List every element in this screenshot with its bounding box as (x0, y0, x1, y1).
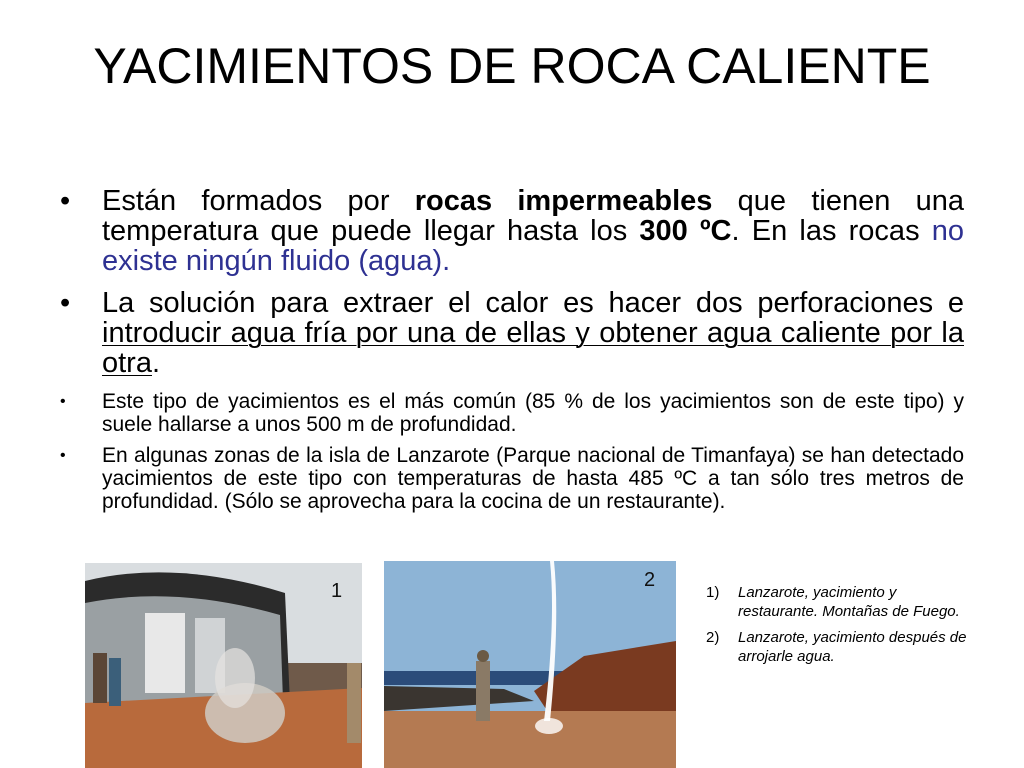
geyser-illustration (384, 561, 676, 768)
bullet-1-text-c: . En las rocas (731, 215, 932, 247)
photo-1-number: 1 (331, 580, 343, 602)
bullet-1-bold-rocks: rocas impermeables (414, 185, 713, 217)
caption-1 (706, 583, 976, 621)
bullet-2-text-a: La solución para extraer el calor es hacer dos perforaciones e (102, 287, 964, 319)
bullet-4: • En algunas zonas de la isla de Lanzarote (Parque nacional de Timanfaya) se han detectado yacimientos de este tipo con temperaturas de hasta 485 ºC a tan sólo tres metros de profundidad. (Sólo se aprovecha para la cocina de un restaurante). (58, 444, 964, 513)
photo-restaurant (85, 563, 362, 768)
restaurant-illustration (85, 563, 362, 768)
slide-title: YACIMIENTOS DE ROCA CALIENTE (93, 38, 931, 94)
bullet-1-text-b: que tienen una temperatura que puede llegar hasta los (102, 185, 964, 247)
caption-1-text: Lanzarote, yacimiento y restaurante. Montañas de Fuego. (738, 584, 960, 620)
bullet-list (58, 186, 964, 521)
caption-1-number: 1) (706, 584, 720, 601)
bullet-1 (58, 186, 964, 276)
caption-2-text: Lanzarote, yacimiento después de arrojarle agua. (738, 629, 967, 665)
bullet-2 (58, 288, 964, 378)
bullet-2-text-b: . (151, 347, 161, 379)
photo-2-number: 2 (644, 569, 656, 591)
bullet-1-text-a: Están formados por (102, 185, 415, 217)
caption-2 (706, 628, 976, 666)
bullet-1-blue-fluid: no existe ningún fluido (agua). (102, 215, 965, 277)
bullet-1-bold-temp: 300 ºC (639, 215, 732, 247)
caption-2-number: 2) (706, 629, 720, 646)
photo-geyser (384, 561, 676, 768)
caption-list (706, 583, 976, 673)
bullet-3: • Este tipo de yacimientos es el más común (85 % de los yacimientos son de este tipo) y suele hallarse a unos 500 m de profundidad. (58, 390, 964, 436)
bullet-2-underlined: introducir agua fría por una de ellas y obtener agua caliente por la otra (102, 317, 964, 379)
